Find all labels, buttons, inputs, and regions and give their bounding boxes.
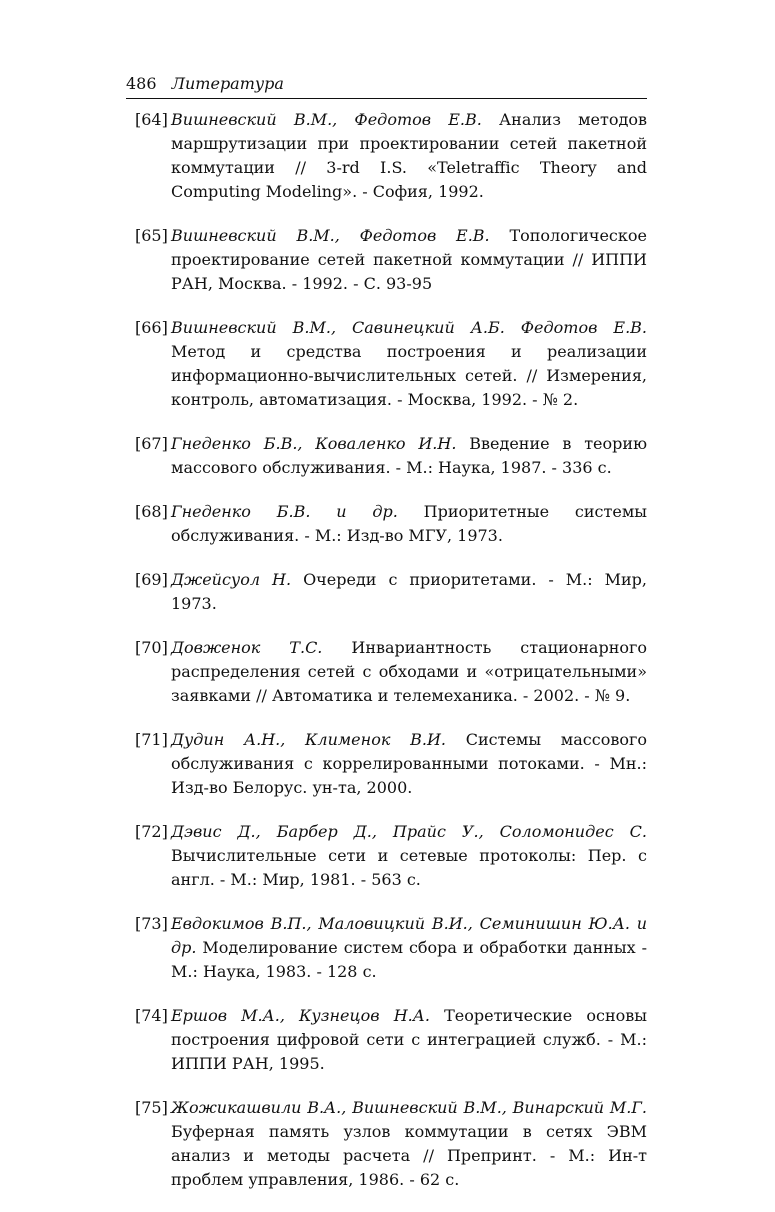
reference-text: Системы массового обслуживания с коррелированными потоками. - Мн.: Изд-во Белорус. ун-та, 2000. xyxy=(171,730,648,797)
reference-authors: Дэвис Д., Барбер Д., Прайс У., Соломонидес С. xyxy=(171,822,647,841)
reference-text: Приоритетные системы обслуживания. - М.: Изд-во МГУ, 1973. xyxy=(171,502,648,545)
running-head xyxy=(126,74,647,99)
reference-item xyxy=(126,820,647,892)
reference-number: [73] xyxy=(135,914,168,933)
reference-number: [72] xyxy=(135,822,168,841)
reference-text: Топологическое проектирование сетей пакетной коммутации // ИППИ РАН, Москва. - 1992. - С. 93-95 xyxy=(171,226,647,293)
reference-authors: Жожикашвили В.А., Вишневский В.М., Винарский М.Г. xyxy=(171,1098,647,1117)
reference-text: Анализ методов маршрутизации при проектировании сетей пакетной коммутации // 3-rd I.S. «Teletraffic Theory and Computing Modeling». - София, 1992. xyxy=(171,110,647,201)
reference-item xyxy=(126,636,647,708)
reference-authors: Гнеденко Б.В. и др. xyxy=(171,502,398,521)
running-title: Литература xyxy=(171,74,284,93)
reference-item xyxy=(126,500,647,548)
reference-number: [70] xyxy=(135,638,168,657)
reference-number: [69] xyxy=(135,570,168,589)
reference-item xyxy=(126,432,647,480)
reference-number: [64] xyxy=(135,110,168,129)
reference-number: [74] xyxy=(135,1006,168,1025)
reference-list xyxy=(126,108,647,1212)
reference-number: [75] xyxy=(135,1098,168,1117)
reference-item xyxy=(126,1096,647,1192)
reference-authors: Вишневский В.М., Федотов Е.В. xyxy=(171,110,482,129)
reference-text: Очереди с приоритетами. - М.: Мир, 1973. xyxy=(171,570,648,613)
reference-text: Моделирование систем сбора и обработки данных - М.: Наука, 1983. - 128 с. xyxy=(171,938,647,981)
reference-authors: Дудин А.Н., Клименок В.И. xyxy=(171,730,446,749)
reference-item xyxy=(126,568,647,616)
reference-item xyxy=(126,108,647,204)
reference-number: [66] xyxy=(135,318,168,337)
reference-text: Буферная память узлов коммутации в сетях ЭВМ анализ и методы расчета // Препринт. - М.: Ин-т проблем управления, 1986. - 62 с. xyxy=(171,1122,647,1189)
reference-item xyxy=(126,316,647,412)
reference-item xyxy=(126,224,647,296)
reference-item xyxy=(126,728,647,800)
reference-authors: Гнеденко Б.В., Коваленко И.Н. xyxy=(171,434,457,453)
reference-number: [68] xyxy=(135,502,168,521)
reference-authors: Евдокимов В.П., Маловицкий В.И., Семинишин Ю.А. и др. xyxy=(171,914,647,957)
reference-text: Вычислительные сети и сетевые протоколы: Пер. с англ. - М.: Мир, 1981. - 563 с. xyxy=(171,846,647,889)
reference-authors: Ершов М.А., Кузнецов Н.А. xyxy=(171,1006,430,1025)
reference-authors: Вишневский В.М., Савинецкий А.Б. Федотов Е.В. xyxy=(171,318,647,337)
reference-authors: Довженок Т.С. xyxy=(171,638,323,657)
reference-item xyxy=(126,912,647,984)
reference-number: [65] xyxy=(135,226,168,245)
page-number: 486 xyxy=(126,74,157,93)
reference-text: Теоретические основы построения цифровой сети с интеграцией служб. - М.: ИППИ РАН, 1995. xyxy=(171,1006,648,1073)
reference-text: Введение в теорию массового обслуживания. - М.: Наука, 1987. - 336 с. xyxy=(171,434,647,477)
reference-text: Метод и средства построения и реализации информационно-вычислительных сетей. // Измерения, контроль, автоматизация. - Москва, 1992. - № 2. xyxy=(171,342,647,409)
reference-authors: Вишневский В.М., Федотов Е.В. xyxy=(171,226,490,245)
reference-text: Инвариантность стационарного распределения сетей с обходами и «отрицательными» заявками // Автоматика и телемеханика. - 2002. - № 9. xyxy=(171,638,648,705)
reference-number: [71] xyxy=(135,730,168,749)
reference-item xyxy=(126,1004,647,1076)
reference-authors: Джейсуол Н. xyxy=(171,570,292,589)
reference-number: [67] xyxy=(135,434,168,453)
